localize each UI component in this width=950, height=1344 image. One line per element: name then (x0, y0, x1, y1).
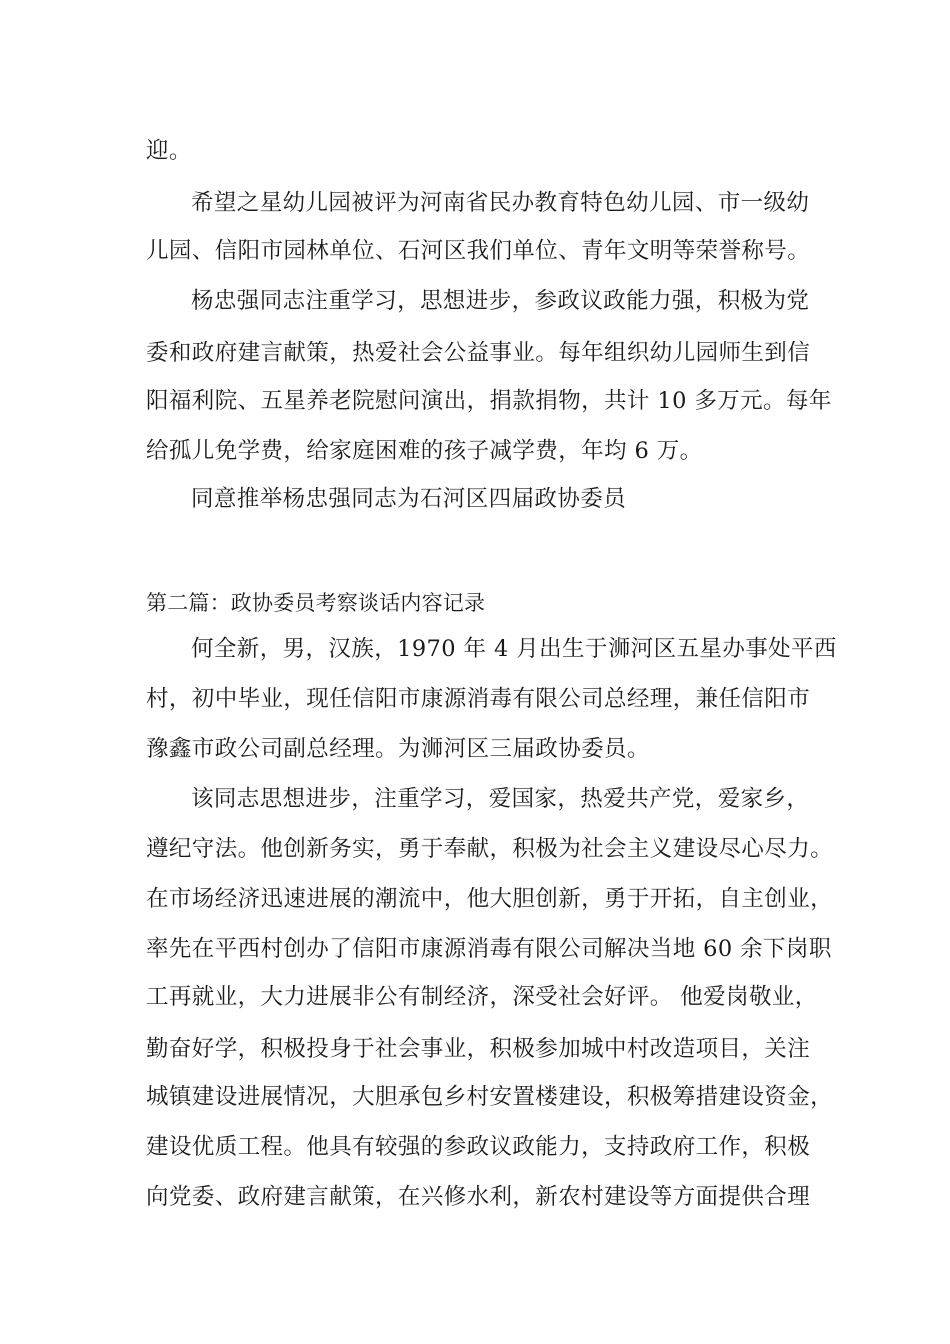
evaluation-line-9: 向党委、政府建言献策，在兴修水利，新农村建设等方面提供合理 (146, 1184, 811, 1210)
evaluation-line-8: 建设优质工程。他具有较强的参政议政能力，支持政府工作，积极 (146, 1134, 811, 1160)
honors-line-2: 儿园、信阳市园林单位、石河区我们单位、青年文明等荣誉称号。 (146, 238, 811, 264)
bio-line-2: 村，初中毕业，现任信阳市康源消毒有限公司总经理，兼任信阳市 (146, 686, 811, 712)
evaluation-line-5: 工再就业，大力进展非公有制经济，深受社会好评。 他爱岗敬业， (146, 984, 818, 1010)
character-line-1: 杨忠强同志注重学习，思想进步，参政议政能力强，积极为党 (191, 288, 810, 314)
bio-line-1: 何全新，男，汉族，1970 年 4 月出生于浉河区五星办事处平西 (191, 636, 837, 662)
character-line-2: 委和政府建言献策，热爱社会公益事业。每年组织幼儿园师生到信 (146, 340, 811, 366)
evaluation-line-1: 该同志思想进步，注重学习，爱国家，热爱共产党，爱家乡， (191, 786, 810, 812)
evaluation-line-7: 城镇建设进展情况，大胆承包乡村安置楼建设，积极筹措建设资金， (146, 1084, 834, 1110)
recommendation-line: 同意推举杨忠强同志为石河区四届政协委员 (191, 486, 627, 512)
evaluation-line-2: 遵纪守法。他创新务实，勇于奉献，积极为社会主义建设尽心尽力。 (146, 836, 834, 862)
evaluation-line-6: 勤奋好学，积极投身于社会事业，积极参加城中村改造项目，关注 (146, 1036, 811, 1062)
character-line-3: 阳福利院、五星养老院慰问演出，捐款捐物，共计 10 多万元。每年 (146, 388, 832, 414)
paragraph-fragment: 迎。 (146, 138, 192, 164)
character-line-4: 给孤儿免学费，给家庭困难的孩子减学费，年均 6 万。 (146, 438, 703, 464)
bio-line-3: 豫鑫市政公司副总经理。为浉河区三届政协委员。 (146, 736, 650, 762)
section-heading: 第二篇：政协委员考察谈话内容记录 (146, 591, 486, 615)
honors-line-1: 希望之星幼儿园被评为河南省民办教育特色幼儿园、市一级幼 (191, 190, 810, 216)
evaluation-line-4: 率先在平西村创办了信阳市康源消毒有限公司解决当地 60 余下岗职 (146, 936, 832, 962)
evaluation-line-3: 在市场经济迅速进展的潮流中，他大胆创新，勇于开拓，自主创业， (146, 886, 834, 912)
